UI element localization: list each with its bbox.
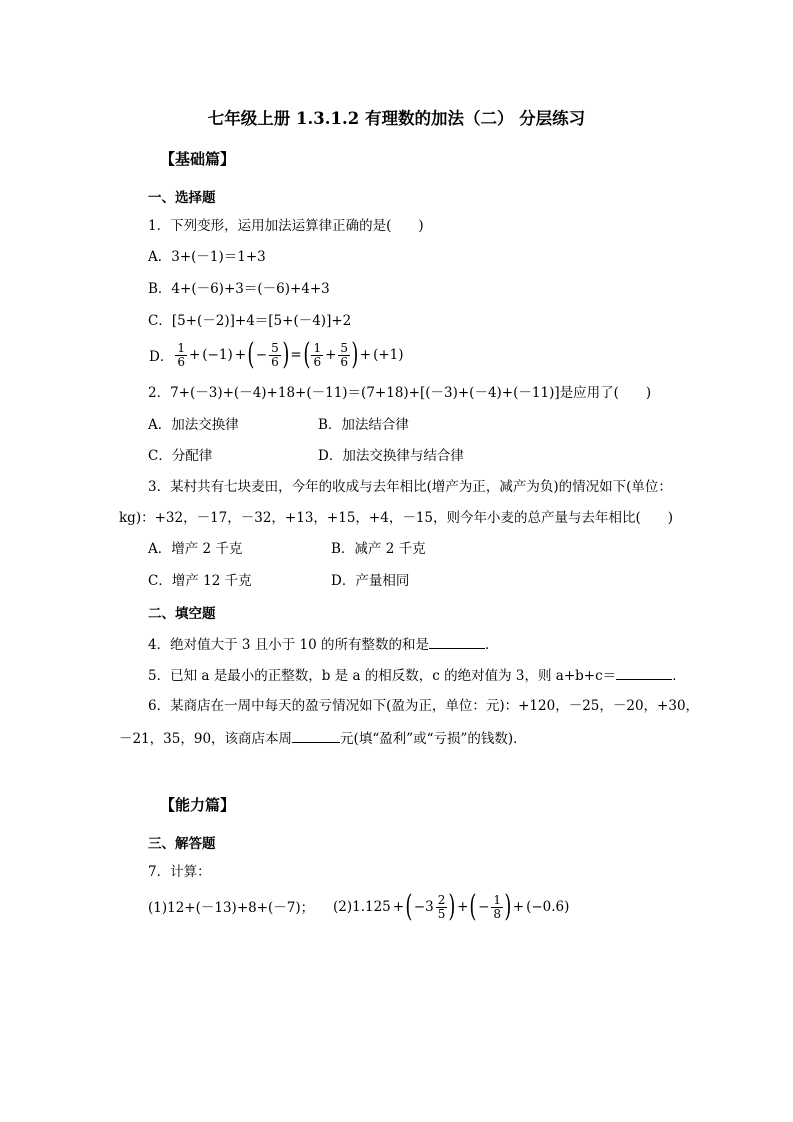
close-paren: ) <box>448 889 456 924</box>
q1-d-prefix: D． <box>149 349 174 365</box>
q2-option-c: C．分配律 <box>148 448 213 464</box>
frac-num: 1 <box>313 340 322 355</box>
close-paren: ) <box>504 889 512 924</box>
q6-text-end: 元(填“盈利”或“亏损”的钱数)． <box>340 731 527 747</box>
page-title: 七年级上册 1.3.1.2 有理数的加法（二） 分层练习 <box>207 109 586 128</box>
open-paren: ( <box>469 889 477 924</box>
q2-option-d: D．加法交换律与结合律 <box>318 448 464 464</box>
q7-p2-tail: (−0.6) <box>526 899 570 915</box>
q3-stem-line1: 3．某村共有七块麦田，今年的收成与去年相比(增产为正，减产为负)的情况如下(单位： <box>148 479 672 495</box>
minus-sign: − <box>478 899 490 915</box>
q7-p2-frac2 <box>491 894 503 921</box>
mixed-whole: −3 <box>413 899 434 915</box>
close-paren: ) <box>351 337 359 372</box>
q1-d-frac1 <box>175 342 187 369</box>
q3-stem-line2: kg)：+32，－17，－32，+13，+15，+4，－15，则今年小麦的总产量与去年相比( ) <box>119 510 674 526</box>
q6-line1: 6．某商店在一周中每天的盈亏情况如下(盈为正，单位：元)：+120，－25，－20，+30， <box>148 698 700 714</box>
section-ability-label: 【能力篇】 <box>160 796 236 814</box>
q7-part1: (1)12+(－13)+8+(－7)； <box>148 900 315 916</box>
frac-num: 5 <box>340 340 349 355</box>
q1-option-d <box>148 337 405 373</box>
q7-stem: 7．计算： <box>148 864 211 880</box>
q1-stem: 1．下列变形，运用加法运算律正确的是( ) <box>148 218 424 234</box>
q1-option-a: A．3+(－1)＝1+3 <box>148 249 266 265</box>
q1-d-frac4 <box>338 342 350 369</box>
q4-text: 4．绝对值大于 3 且小于 10 的所有整数的和是 <box>148 637 430 653</box>
choice-heading: 一、选择题 <box>148 190 216 206</box>
q6-answer-blank[interactable] <box>292 728 340 743</box>
fill-heading: 二、填空题 <box>148 606 216 622</box>
frac-den: 6 <box>271 354 279 369</box>
q2-stem: 2．7+(－3)+(－4)+18+(－11)＝(7+18)+[(－3)+(－4)+(－11)]是应用了( ) <box>148 385 652 401</box>
plus-sign: + <box>188 347 201 363</box>
q1-d-frac2 <box>269 342 281 369</box>
q1-option-b: B．4+(－6)+3＝(－6)+4+3 <box>148 281 330 297</box>
neg-one: (−1) <box>202 347 233 363</box>
q6-text: －21，35，90，该商店本周 <box>119 731 293 747</box>
frac-num: 1 <box>493 892 502 907</box>
q4-line <box>148 634 499 655</box>
answer-heading: 三、解答题 <box>148 836 216 852</box>
plus-sign: + <box>359 347 372 363</box>
equals-sign: = <box>290 347 302 363</box>
q7-p2-lead: (2)1.125 <box>333 899 391 915</box>
q3-option-b: B．减产 2 千克 <box>331 541 426 557</box>
section-basic-label: 【基础篇】 <box>160 150 236 168</box>
q4-answer-blank[interactable] <box>429 634 485 649</box>
q5-text: 5．已知 a 是最小的正整数，b 是 a 的相反数，c 的绝对值为 3，则 a+b+c＝ <box>148 668 617 684</box>
frac-den: 8 <box>493 906 502 921</box>
plus-sign: + <box>457 899 469 915</box>
frac-num: 1 <box>177 340 185 355</box>
q5-end: ． <box>672 668 686 684</box>
plus-sign: + <box>512 899 525 915</box>
frac-den: 6 <box>177 354 185 369</box>
q7-part2 <box>332 889 570 925</box>
open-paren: ( <box>247 337 255 372</box>
close-paren: ) <box>282 337 290 372</box>
frac-num: 5 <box>271 340 279 355</box>
frac-den: 6 <box>313 354 322 369</box>
q1-d-frac3 <box>311 342 323 369</box>
q7-p2-frac1 <box>436 894 448 921</box>
q5-line <box>148 665 686 686</box>
q4-end: ． <box>485 637 499 653</box>
q3-option-a: A．增产 2 千克 <box>148 541 243 557</box>
pos-one: (+1) <box>373 347 404 363</box>
q2-option-b: B．加法结合律 <box>318 417 409 433</box>
q1-option-c: C．[5+(－2)]+4＝[5+(－4)]+2 <box>148 313 352 329</box>
frac-den: 5 <box>437 906 446 921</box>
plus-sign: + <box>234 347 247 363</box>
q6-line2 <box>119 728 527 749</box>
q5-answer-blank[interactable] <box>616 665 672 680</box>
q2-option-a: A．加法交换律 <box>148 417 239 433</box>
minus-sign: − <box>255 347 268 363</box>
open-paren: ( <box>405 889 413 924</box>
frac-den: 6 <box>340 354 349 369</box>
q3-option-d: D．产量相同 <box>331 573 410 589</box>
frac-num: 2 <box>437 892 446 907</box>
plus-sign: + <box>392 899 405 915</box>
plus-sign: + <box>325 347 337 363</box>
q3-option-c: C．增产 12 千克 <box>148 573 252 589</box>
open-paren: ( <box>303 337 311 372</box>
